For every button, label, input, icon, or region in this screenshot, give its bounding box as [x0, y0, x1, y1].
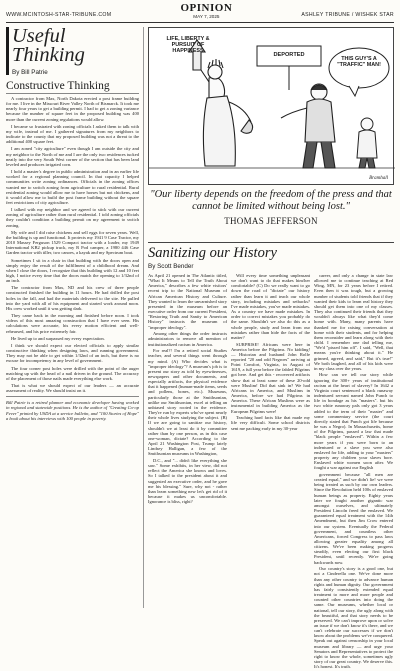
guard-figure [281, 84, 335, 168]
article-heading: Constructive Thinking [6, 80, 139, 94]
article-paragraph: government because "all men are created equal," and we didn't lie! we were being treated as such by our own leaders. Since the Revolution held 100s of enslaved human beings as property. Eighty years later we fought another gigantic war amongst ourselves, and ultimately President Lincoln freed the enslaved. We guaranteed equal treatment with the 14th Amendment, but then Jim Crow entered into our system. Eventually the Federal government, and countless other Americans, forced Congress to pass laws allowing greater equality among all citizens. We've been making progress steadily, even electing our first black President, until recently. We're going backwards now. [314, 471, 393, 565]
masthead-bar [6, 27, 9, 75]
editorial-cartoon [148, 27, 394, 185]
article-paragraph: Our country's story is a good one, but not a Cinderella one. We've done more than any other country to advance human rights and human dignity. Our government has fairly consistently extended equal treatment to more and more people and counted other countries into doing the same. Our museums, whether local or national, tell our story, the ugly along with the beautiful, and that story needs to be preserved. We can't improve upon or solve an issue if we don't know it's there, and we can't celebrate our successes if we don't know about the problems we've conquered. Speak out against censorship in your local museum and library — and urge your Senators and Representatives to protect the right to know the whole, sometimes ugly story of our great country. We deserve this. It's honest. It's truth. [314, 566, 393, 670]
cartoonist-signature: Bramhall [369, 176, 388, 181]
article-paragraph: I hold a master's degree in public administration and in an earlier life worked for a regional planning council. In that capacity I helped communities write zoning ordinances. Officials in the zoning offices wanted me to switch zoning from agriculture to rural residential. Rural residential zoning would allow me to have horses but not chickens, and it would allow me to build the post frame building without the square feet restrictions of city agriculture. [6, 169, 139, 205]
column-title-line1: Useful [12, 25, 66, 47]
article-paragraph: D.C., and "... didn't like everything she saw." Some exhibits, in her view, did not reflect the America she knows and loves. So I talked to the president about it and suggested an executive order, and he gave me his blessing." Sure, why not - rather than learn something new let's get rid of it because it makes us uncomfortable. Ignorance is bliss, right? [148, 457, 227, 505]
liberty-figure [189, 40, 253, 166]
article-paragraph: For real?! I'm a retired social Studies teacher, and several things went through my mind. (A) Who decides what is "improper ideology"? A museum's job is to present our story as told by eyewitnesses, newspapers and other documents, and especially artifacts, the physical evidence that it happened (human-made items, seeds and pollens, bones, etc.). Museums, particularly those at the Smithsonian, unlike our Smithsonian, excel at telling an unbiased story rooted in the evidence. They're run by experts who've spent nearly their whole lives studying the subject. (B) If we are going to sanitize our history, shouldn't we at least do it by committee rather than by one person, as in this case one-woman, dictate? According to the April 21 Washington Post, Trump lately Lindsey Halligan, a few of the Smithsonian museums in Washington, [148, 348, 227, 457]
article-paragraph: My wife and I did raise chickens and sell eggs for seven years. Well, the building is up and functional. It protects my 1941 9 Case Tractor, my 2010 Massey Ferguson 1529 Compact tractor with a loader, my 1949 International KB2 pickup truck, my R Pod camper, a 1980 446 Case Garden tractor with tiller, two canoes, a kayak and my Spectrum boat. [6, 229, 139, 256]
article-paragraph: career, and only a change in state law allowed me to continue teaching at Red Wing, MN, for 23 years before I retired. Even then it was tough, but a growing number of students told friends that if they wanted their kids to learn real history they should get them into one of my classes. They also continued their friends that they wouldn't always like what they'd come home with. Many, many parents have thanked me for raising conversation at home with their students, and for helping them reconsider and learn along with their child. I remember one dad telling me, "We'd "pissed him off". I said, "Well, that means you're thinking about it." He grinned, agreed, and said," But it's true!" We both laughed, and all of his kids were in my class over the years. [314, 273, 393, 371]
article-body [6, 96, 139, 421]
article-columns [148, 273, 394, 671]
section-rule [148, 242, 394, 243]
article-paragraph: Among other things the order instructs administrators to remove all mention of institutionalized racism in America. [148, 331, 227, 347]
article-paragraph: How can we tell our story while ignoring the 300+ years of institutional racism at the heart of slavery? In 1642 a Virginia court sentenced a black runaway indentured servant named John Punch to life in bondage as his "masters". but his two white runaway pals only got 3 years added to the term of their "master" and some commentary service (the court directly stated that Punch got life because he was a Negro). In Massachusetts, home of the Pilgrims, passed a law that made "black people "enslaved". Within a few more years if you were born to an indentured or a slave you were also enslaved for life, adding to your "masters" property any children your slaves bore. Enslaved white women soon after. We fought a war against our English [314, 372, 393, 471]
article-column [314, 273, 393, 671]
cartoon-sign-text: DEPORTED [273, 52, 305, 58]
site-url[interactable]: WWW.MCINTOSH-STAR-TRIBUNE.COM [6, 12, 112, 18]
article-paragraph: The four corner post holes were drilled with the point of the auger matching up with the head of a nail driven in the ground. The accuracy of the placement of those nails made everything else work. [6, 365, 139, 381]
column-divider [143, 27, 144, 608]
cartoon-label-left: LIFE, LIBERTY & PURSUIT OF HAPPINESS [166, 36, 210, 54]
edition-name: ASHLEY TRIBUNE / WISHEK STAR [301, 12, 394, 18]
article-paragraph: SURPRISE! Africans were here in America before the Pilgrims. No kidding! — Historian and husband John Rolfe reported "20 and odd Negroes" arriving at Point Comfort, Virginia, in August of 1619, a full year before the fabled Pilgrims got here. And get this - recovered artifacts show that at least some of these 20-odd were Muslim! Did that sink in? We had Africans in America, and Muslims in America, before we had Pilgrims in America. These African Muslims were as instrumental in building America as the European Pilgrims were! [231, 341, 310, 414]
section-title: OPINION [180, 2, 233, 14]
sanitizing-article [148, 246, 394, 671]
pull-quote [148, 189, 394, 226]
article-paragraph: I talked with my neighbor and we agreed to stick with our current zoning of agriculture rather than rural residential. I told zoning officials they couldn't condition a building permit on my agreement to switch zoning. [6, 207, 139, 228]
column-byline: By Bill Patrie [12, 69, 48, 76]
article-byline: By Scott Bender [148, 263, 194, 270]
cartoon-label-right: THIS GUY'S A "TRAFFIC" MAN! [337, 56, 381, 68]
article-paragraph: They came back in the morning and finished before noon. I took videos of this most amazing construction that I have ever seen. His calculations were accurate, his every motion efficient and well-rehearsed, and his price extremely fair. [6, 313, 139, 334]
article-paragraph: Will every time something unpleasant we don't want to do that makes him/her comfortable? (C) Do we really want to go down the road of "dictate" our history rather than learn it and teach our whole story, including mistakes and setbacks? I've made mistakes, you've made mistakes. As a country we have made mistakes. In order to correct mistakes you probably do the same. Shouldn't we also do this as a whole people, study and learn from our mistakes rather than hide the facts of the matter? [231, 273, 310, 340]
article-column [148, 273, 227, 671]
section-header [180, 3, 232, 19]
article-paragraph: I think we should expect our elected officials to apply similar constructive thinking when designing laws, and running government. They may not be able to get within 1/32nd of an inch, but there is no excuse for incompetency in any level of government. [6, 342, 139, 364]
article-paragraph: I became so frustrated with zoning officials I asked them to talk with my wife, instead of me. I gathered signatures from my neighbors to indicate to the county that my proposed building was not a threat to the additional 400 square feet. [6, 123, 139, 145]
article-paragraph: As April 21 opened in The Atlantic titled, "What It Means to Tell the Truth About America," describes a few white visitors' recent trip to the National Museum of African American History and Culture. They wanted to learn the unvarnished story presented in the museum before an executive order from our current President, "Restoring Truth and Sanity to American History" instructs the museum of "improper ideology". [148, 273, 227, 330]
article-paragraph: He lived up to and surpassed my every expectation. [11, 335, 105, 341]
bystander-figure [357, 118, 377, 168]
column-masthead [6, 27, 139, 78]
article-paragraph: A contractor from Max, North Dakota erected a post frame building for me. I live in the Missouri River Valley North of Bismarck. It took me nearly four years to get a building permit. I had to get a zoning variance because the number of square feet in the proposed building was 400 more than the current zoning regulations would allow. [6, 96, 139, 122]
article-column [231, 273, 310, 671]
useful-thinking-column [6, 27, 139, 608]
quote-text: "Our liberty depends on the freedom of the press and that cannot be limited without being lost." [150, 189, 392, 212]
column-title-line2: Thinking [12, 44, 85, 66]
article-paragraph: Sometimes I sit in a chair in that building with the doors open and simply enjoy the result of the fulfillment of a childhood dream. And when I close the doors, I recognize that this building with 12 and 10 feet high, I notice every time that the doors match the opening to 1/32nd of an inch. [6, 257, 139, 284]
article-paragraph: Teaching hard facts like that made my life very difficult. Some school districts sent me packing early in my 30-year [231, 415, 310, 431]
article-paragraph: That is what we should expect of our leaders — an accurate assessment of reality. We should insist on it. [6, 382, 139, 394]
quote-attribution: THOMAS JEFFERSON [224, 216, 318, 226]
article-paragraph: I am zoned "city agriculture" even though I am outside the city and my neighbor to the North of me and I are the only two residences tucked neatly into the very South West corner of the section that has been land leveled and produces irrigated corn. [6, 146, 139, 167]
page-header [6, 3, 394, 23]
article-paragraph: The contractor from Max, ND and his crew of three people constructed finished the building in 11 hours. He had drilled the post holes in the fall, and had the materials delivered to the site. He pulled into the yard with all of his equipment and started work around noon. His crew worked until it was getting dark. [6, 285, 139, 311]
article-title: Sanitizing our History [148, 245, 277, 261]
issue-date: MAY 7, 2025 [193, 14, 220, 19]
author-bio: Bill Patrie is a retired planner and economic developer having worked in regional and statewide positions. He is the author of "Creating Co-op Fever" printed by USDA at a service bulletin, and "100 Stories of Hope" a book about his interviews with 100 people in poverty. [6, 396, 139, 421]
